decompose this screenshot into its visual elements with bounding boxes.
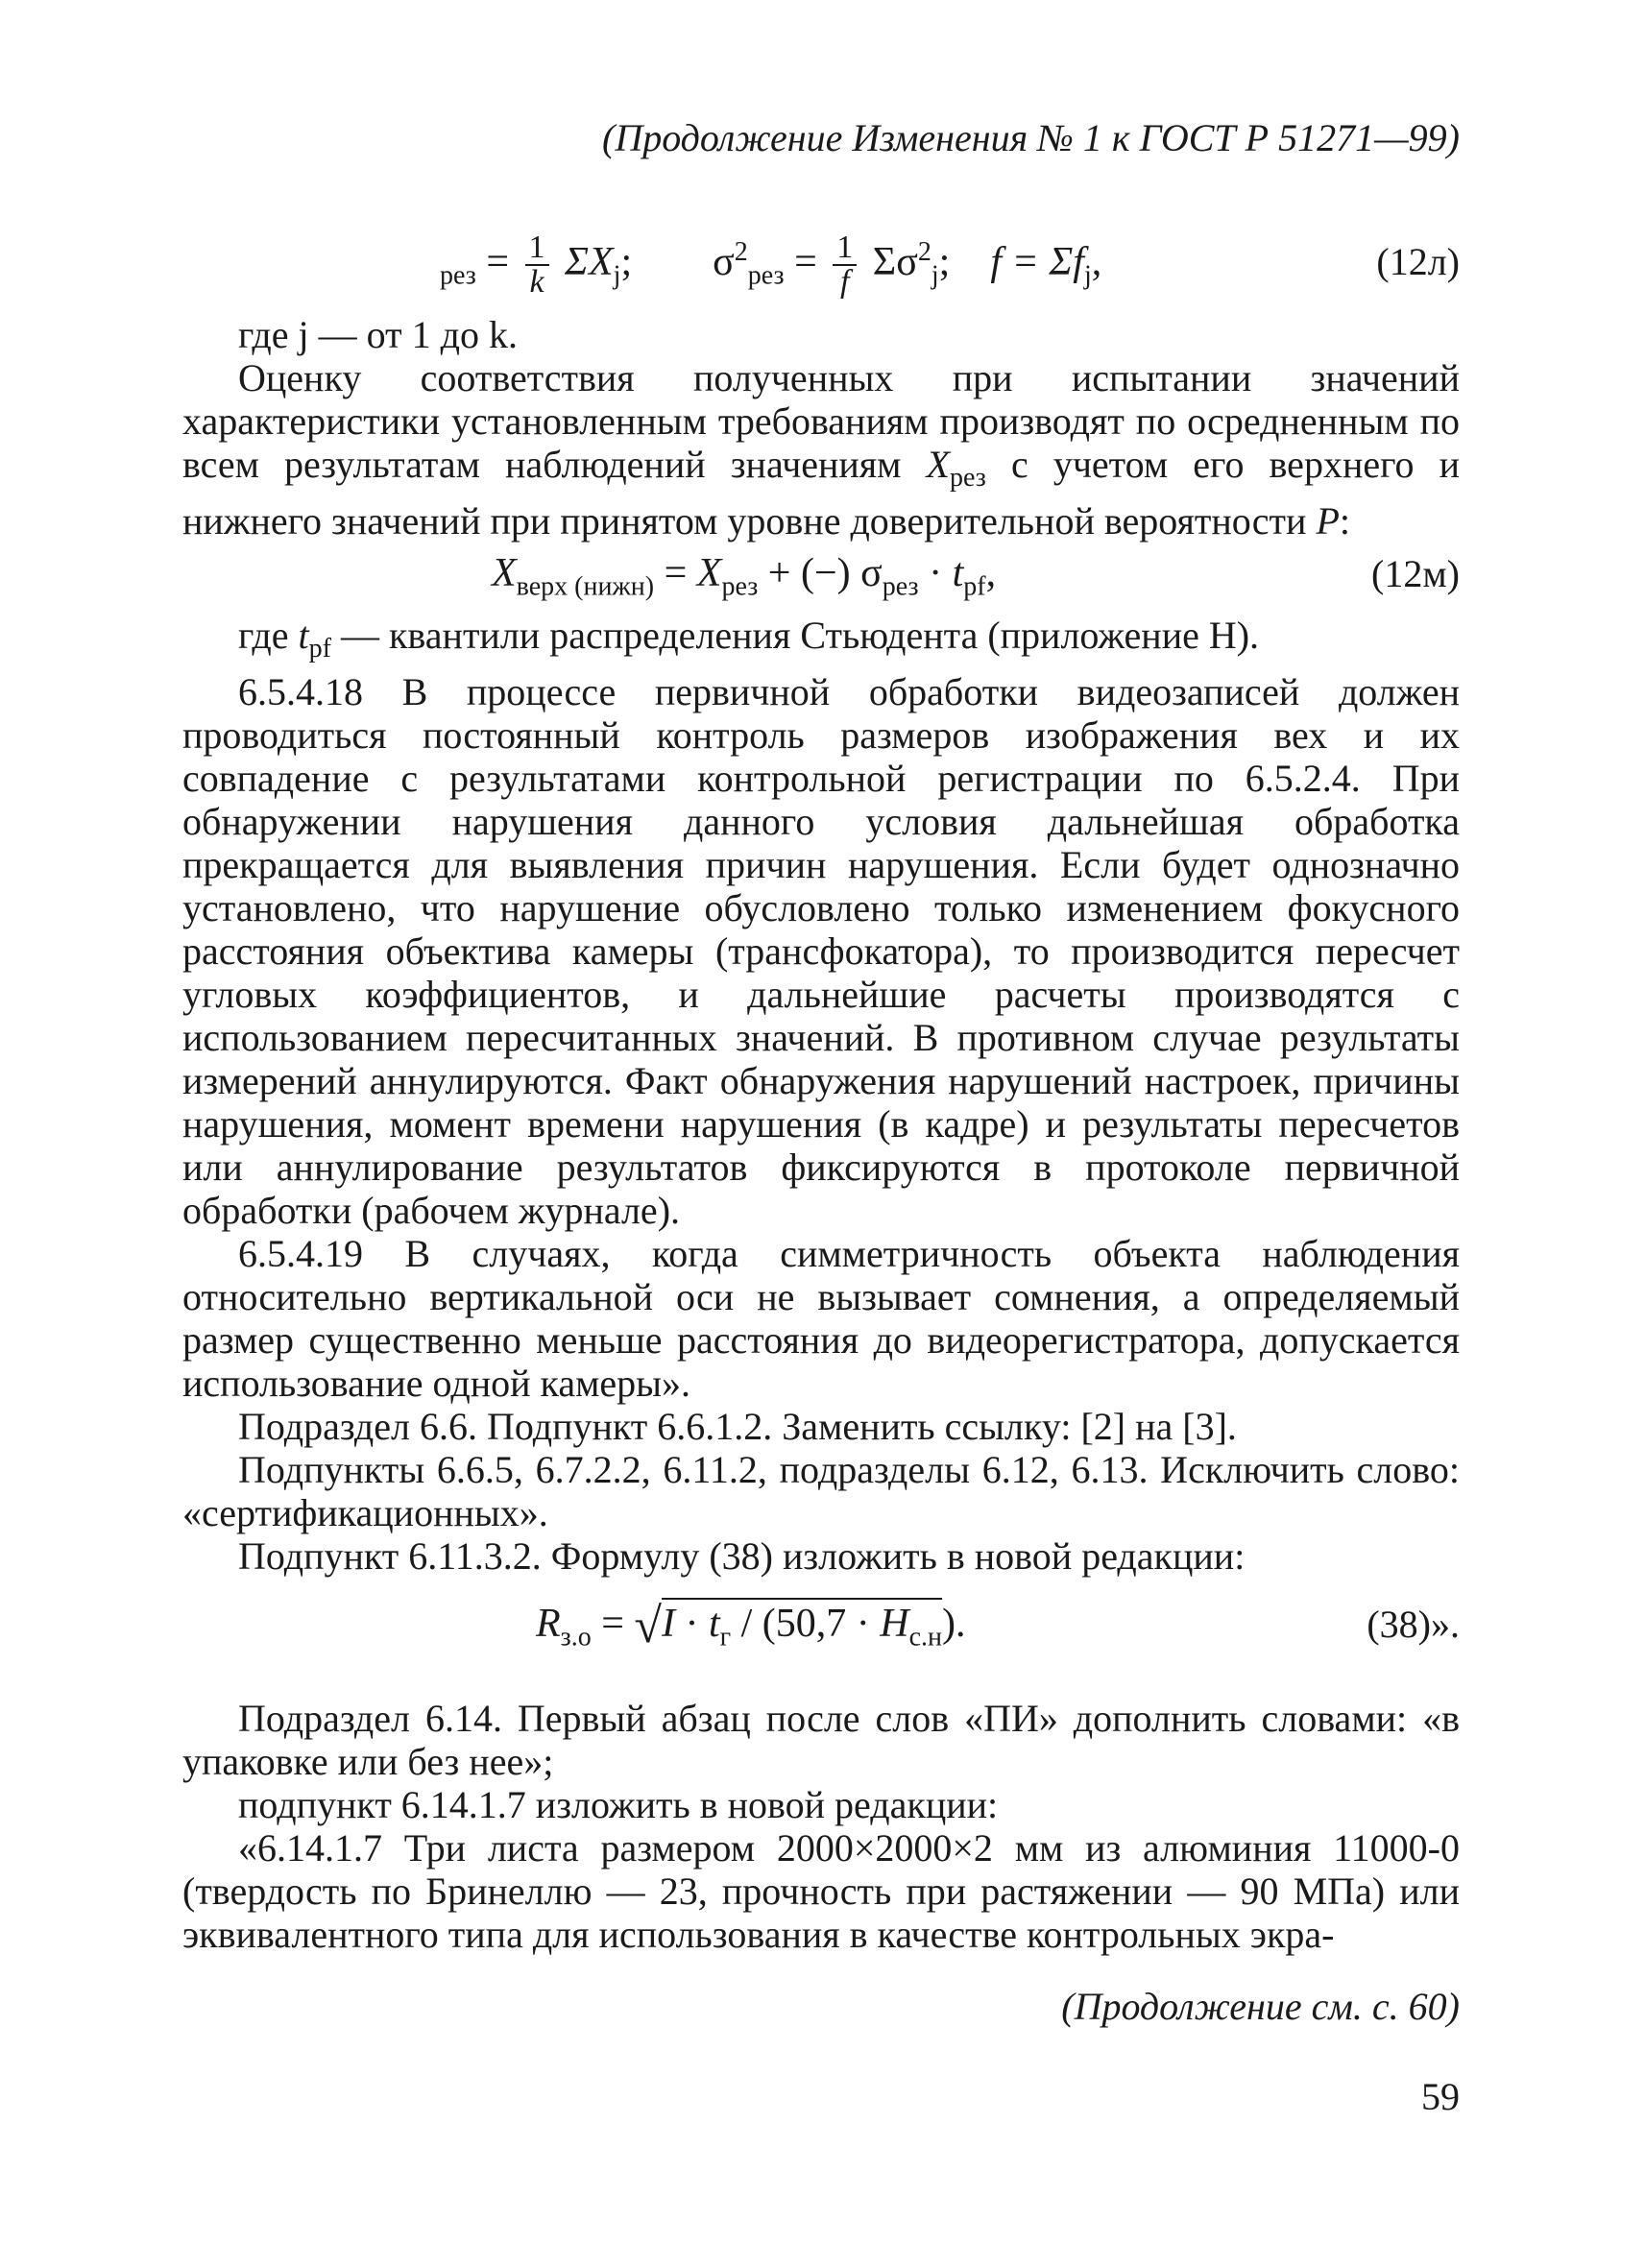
formula-12l (182, 230, 1460, 307)
formula-symbol: Σσ (872, 240, 918, 284)
paragraph-6-6: Подраздел 6.6. Подпункт 6.6.1.2. Заменить ссылку: [2] на [3]. (238, 1405, 1237, 1448)
paragraph-6-14-1-7-text: «6.14.1.7 Три листа размером 2000×2000×2 мм из алюминия 11000-0 (твердость по Бринеллю — 23, прочность при растяжении — 90 МПа) или эквивалентного типа для использования в качестве контрольных экра- (182, 1826, 1460, 1956)
formula-superscript: 2 (917, 237, 931, 267)
formula-38-expression: $R_{з.о} = √I \cdot t_г / (50,7 \cdot H_{с.н})$. (536, 1599, 966, 1653)
square-root-sign: √ (634, 1599, 662, 1653)
formula-symbol: σ (713, 240, 735, 284)
formula-12l-expression: $_{рез}$ = $\frac{1}{k}$ $\Sigma X_j$; $\sigma^2_{рез}$ = $\frac{1}{f}$ $\Sigma\sigma^2_j$; $f = \Sigma f_j$, (440, 229, 1102, 301)
document-page (182, 115, 1460, 2028)
formula-12m (182, 548, 1460, 608)
equation-number-12m: (12м) (1371, 552, 1460, 595)
formula-subscript: j (1083, 260, 1092, 291)
paragraph-where-t: где $t_{pf}$ — квантили распределения Стьюдента (приложение Н). (238, 614, 1260, 664)
equation-number-38: (38)». (1367, 1603, 1460, 1646)
fraction-1-over-f: $\frac{1}{f}$ (833, 231, 857, 299)
paragraph-assessment: Оценку соответствия полученных при испытании значений характеристики установленным требованиям производят по осредненным по всем результатам наблюдений значениям $X_{рез}$ с учетом его верхнего и нижнего значений при принятом уровне доверительной вероятности P: (182, 356, 1461, 543)
paragraph-where-j: где j — от 1 до k. (238, 313, 518, 356)
formula-subscript: j (931, 260, 939, 291)
running-header: (Продолжение Изменения № 1 к ГОСТ Р 51271—99) (602, 116, 1460, 159)
formula-symbol: f = Σf (990, 240, 1084, 284)
formula-superscript: 2 (734, 237, 748, 267)
formula-12m-expression: $X_{верх (нижн)} = X_{рез}$ + (−) $\sigma_{рез} \cdot t_{pf}$, (492, 551, 997, 602)
equation-number-12l: (12л) (1376, 240, 1460, 283)
formula-subscript: рез (440, 260, 476, 291)
paragraph-6-5-4-18: 6.5.4.18 В процессе первичной обработки видеозаписей должен проводиться постоянный контроль размеров изображения вех и их совпадение с результатами контрольной регистрации по 6.5.2.4. При обнаружении нарушения данного условия дальнейшая обработка прекращается для выявления причин нарушения. Если будет однозначно установлено, что нарушение обусловлено только изменением фокусного расстояния объектива камеры (трансфокатора), то производится пересчет угловых коэффициентов, и дальнейшие расчеты производятся с использованием пересчитанных значений. В противном случае результаты измерений аннулируются. Факт обнаружения нарушений настроек, причины нарушения, момент времени нарушения (в кадре) и результаты пересчетов или аннулирование результатов фиксируются в протоколе первичной обработки (рабочем журнале). (182, 670, 1460, 1232)
page-number: 59 (1421, 2075, 1460, 2118)
paragraph-6-5-4-19: 6.5.4.19 В случаях, когда симметричность объекта наблюдения относительно вертикальной оси не вызывает сомнения, а определяемый размер существенно меньше расстояния до видеорегистратора, допускается использование одной камеры». (182, 1232, 1460, 1405)
square-root-body: $I \cdot t_г / (50,7 \cdot H_{с.н}$ (662, 1598, 942, 1646)
continuation-note: (Продолжение см. с. 60) (1061, 1985, 1460, 2028)
formula-38 (182, 1591, 1460, 1683)
paragraph-6-11-3-2: Подпункт 6.11.3.2. Формулу (38) изложить в новой редакции: (238, 1534, 1246, 1578)
paragraph-exclude-word: Подпункты 6.6.5, 6.7.2.2, 6.11.2, подразделы 6.12, 6.13. Исключить слово: «сертификационных». (182, 1448, 1460, 1534)
paragraph-6-14: Подраздел 6.14. Первый абзац после слов «ПИ» дополнить словами: «в упаковке или без нее»; (182, 1697, 1460, 1783)
formula-symbol: ΣX (565, 240, 614, 284)
fraction-1-over-k: $\frac{1}{k}$ (525, 231, 549, 299)
paragraph-6-14-1-7-intro: подпункт 6.14.1.7 изложить в новой редакции: (238, 1783, 999, 1826)
formula-subscript: рез (747, 260, 785, 291)
formula-subscript: j (613, 260, 621, 291)
